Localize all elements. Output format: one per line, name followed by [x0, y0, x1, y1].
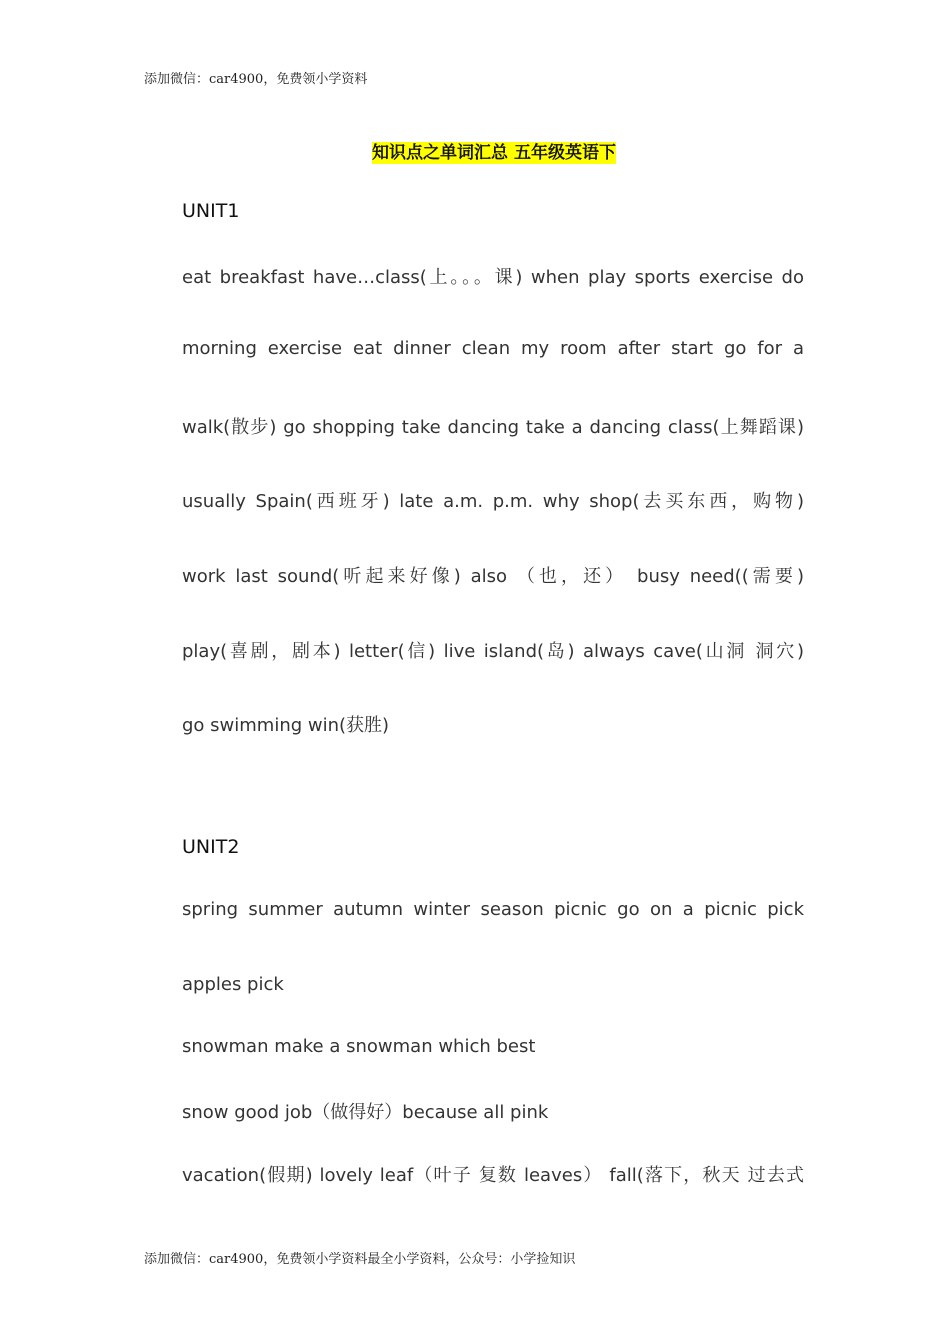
unit2-heading: UNIT2	[182, 836, 240, 858]
unit1-line: usually Spain(西班牙) late a.m. p.m. why shop(去买东西，购物)	[182, 491, 804, 512]
page-title-text: 知识点之单词汇总 五年级英语下	[372, 143, 616, 163]
unit2-line: spring summer autumn winter season picnic go on a picnic pick	[182, 899, 804, 920]
unit1-heading: UNIT1	[182, 200, 240, 222]
unit1-line: eat breakfast have…class(上。。。课) when play sports exercise do	[182, 267, 804, 288]
unit1-line: morning exercise eat dinner clean my room after start go for a	[182, 338, 804, 359]
unit1-line: play(喜剧，剧本) letter(信) live island(岛) always cave(山洞 洞穴)	[182, 641, 804, 662]
unit1-line: walk(散步) go shopping take dancing take a dancing class(上舞蹈课)	[182, 417, 804, 438]
unit1-line: go swimming win(获胜)	[182, 715, 390, 736]
unit1-line: work last sound(听起来好像) also （也，还） busy need((需要)	[182, 566, 804, 587]
unit2-line: snow good job（做得好）because all pink	[182, 1102, 549, 1123]
footer-note: 添加微信：car4900，免费领小学资料最全小学资料，公众号：小学捡知识	[144, 1252, 576, 1267]
unit2-line: snowman make a snowman which best	[182, 1036, 536, 1057]
page-title	[0, 138, 950, 163]
unit2-line: vacation(假期) lovely leaf（叶子 复数 leaves） fall(落下，秋天 过去式	[182, 1165, 804, 1186]
header-note: 添加微信：car4900，免费领小学资料	[144, 72, 368, 87]
unit2-line: apples pick	[182, 974, 284, 995]
